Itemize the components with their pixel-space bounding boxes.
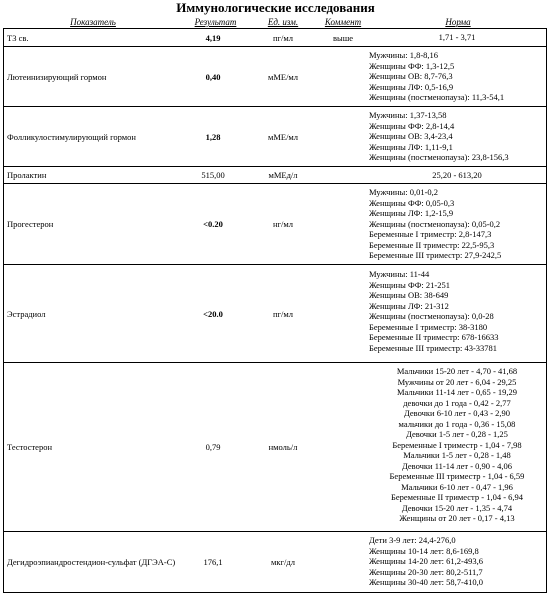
row-result: 176,1 xyxy=(203,557,223,567)
norm-line: Мужчины: 1,8-8,16 xyxy=(369,50,439,60)
row-name: Лютеинизирующий гормон xyxy=(7,71,107,82)
table-row xyxy=(3,29,547,47)
norm-line: Девочки 6-10 лет - 0,43 - 2,90 xyxy=(403,408,511,418)
norm-line: девочки до 1 года - 0,42 - 2,77 xyxy=(403,397,511,408)
norm-line: Беременные III триместр: 27,9-242,5 xyxy=(369,250,502,260)
row-norm xyxy=(369,265,545,362)
row-comment xyxy=(318,167,368,183)
row-comment xyxy=(318,107,368,166)
norm-line: Женщины 10-14 лет: 8,6-169,8 xyxy=(369,545,479,556)
norm-line: 25,20 - 613,20 xyxy=(432,169,482,180)
row-norm xyxy=(369,47,545,106)
norm-line: Женщины ОВ: 8,7-76,3 xyxy=(369,71,453,81)
norm-line: Беременные II триместр: 678-16633 xyxy=(369,332,499,342)
row-comment xyxy=(318,532,368,592)
table-row xyxy=(3,363,547,532)
row-comment xyxy=(318,184,368,264)
row-result: 4,19 xyxy=(205,32,221,43)
table-row xyxy=(3,107,547,167)
table-row xyxy=(3,184,547,265)
table-row xyxy=(3,532,547,593)
norm-line: Мальчики 11-14 лет - 0,65 - 19,29 xyxy=(396,387,518,397)
row-comment xyxy=(318,47,368,106)
row-name: Эстрадиол xyxy=(7,308,46,319)
norm-line: Женщины (постменопауза): 11,3-54,1 xyxy=(369,92,505,102)
norm-line: 1,71 - 3,71 xyxy=(438,32,476,43)
row-name: Прогестерон xyxy=(7,219,54,229)
norm-line: мальчики до 1 года - 0,36 - 15,08 xyxy=(398,418,516,429)
norm-line: Мальчики 6-10 лет - 0,47 - 1,96 xyxy=(401,481,513,492)
row-result: 0,79 xyxy=(205,442,221,452)
row-result: <0.20 xyxy=(203,219,223,229)
row-name: Дегидроэпиандростендион-сульфат (ДГЭА-С) xyxy=(7,556,176,567)
row-unit: нмоль/л xyxy=(268,442,298,452)
row-result: 1,28 xyxy=(205,131,221,142)
row-norm xyxy=(369,363,545,531)
norm-line: Беременные I триместр: 2,8-147,3 xyxy=(369,229,492,239)
norm-line: Мальчики 1-5 лет - 0,28 - 1,48 xyxy=(403,450,511,460)
norm-line: Женщины ЛФ: 1,2-15,9 xyxy=(369,208,454,218)
norm-line: Женщины 30-40 лет: 58,7-410,0 xyxy=(369,577,483,587)
norm-line: Беременные I триместр: 38-3180 xyxy=(369,321,488,332)
norm-line: Беременные I триместр - 1,04 - 7,98 xyxy=(392,439,522,450)
norm-line: Женщины ОВ: 3,4-23,4 xyxy=(369,131,453,141)
row-name: Тестостерон xyxy=(7,442,52,452)
header-name: Показатель xyxy=(70,17,116,27)
norm-line: Беременные II триместр: 22,5-95,3 xyxy=(369,239,495,250)
row-result: 0,40 xyxy=(205,71,221,82)
row-unit: мкг/дл xyxy=(271,557,295,567)
table-row xyxy=(3,265,547,363)
row-norm xyxy=(369,184,545,264)
norm-line: Женщины 14-20 лет: 61,2-493,6 xyxy=(369,556,483,566)
norm-line: Женщины ОВ: 38-649 xyxy=(369,290,449,300)
norm-line: Мужчины: 0,01-0,2 xyxy=(369,187,439,197)
table-row xyxy=(3,47,547,107)
header-result: Результат xyxy=(194,17,237,27)
header-comment: Коммент xyxy=(324,17,362,27)
norm-line: Женщины от 20 лет - 0,17 - 4,13 xyxy=(399,513,515,523)
row-comment: выше xyxy=(332,32,354,43)
norm-line: Девочки 15-20 лет - 1,35 - 4,74 xyxy=(401,502,513,513)
row-unit: мМЕ/мл xyxy=(267,71,299,82)
table-header xyxy=(3,16,547,29)
row-name: Пролактин xyxy=(7,170,47,180)
table-row xyxy=(3,167,547,184)
norm-line: Мужчины: 1,37-13,58 xyxy=(369,110,447,120)
row-result: <20.0 xyxy=(203,308,223,319)
norm-line: Женщины ФФ: 2,8-14,4 xyxy=(369,120,455,131)
row-unit: мМЕ/мл xyxy=(267,131,299,142)
norm-line: Женщины ФФ: 0,05-0,3 xyxy=(369,197,455,208)
row-comment xyxy=(318,363,368,531)
norm-line: Женщины ЛФ: 0,5-16,9 xyxy=(369,81,454,92)
norm-line: Женщины ФФ: 1,3-12,5 xyxy=(369,60,455,71)
norm-line: Беременные III триместр: 43-33781 xyxy=(369,342,498,353)
norm-line: Женщины ЛФ: 1,11-9,1 xyxy=(369,141,453,152)
row-norm xyxy=(369,532,545,592)
norm-line: Женщины (постменопауза): 0,05-0,2 xyxy=(369,218,501,229)
row-norm xyxy=(369,107,545,166)
norm-line: Женщины ФФ: 21-251 xyxy=(369,279,450,290)
norm-line: Беременные III триместр - 1,04 - 6,59 xyxy=(389,471,525,481)
norm-line: Женщины 20-30 лет: 80,2-511,7 xyxy=(369,566,483,577)
page-title: Иммунологические исследования xyxy=(176,0,375,15)
norm-line: Женщины ЛФ: 21-312 xyxy=(369,300,449,311)
row-comment xyxy=(318,265,368,362)
norm-line: Дети 3-9 лет: 24,4-276,0 xyxy=(369,535,456,545)
norm-line: Женщины (постменопауза): 23,8-156,3 xyxy=(369,152,509,162)
row-unit: пг/мл xyxy=(272,308,294,319)
row-unit: мМЕд/л xyxy=(268,170,298,180)
norm-line: Девочки 11-14 лет - 0,90 - 4,06 xyxy=(401,460,513,471)
row-result: 515,00 xyxy=(201,170,225,180)
row-name: Т3 св. xyxy=(7,32,29,43)
row-unit: нг/мл xyxy=(272,219,294,229)
row-name: Фолликулостимулирующий гормон xyxy=(7,131,136,142)
norm-line: Мужчины от 20 лет - 6,04 - 29,25 xyxy=(397,376,517,387)
norm-line: Мужчины: 11-44 xyxy=(369,269,430,279)
norm-line: Беременные II триместр - 1,04 - 6,94 xyxy=(390,492,524,502)
row-norm xyxy=(369,167,545,183)
header-norm: Норма xyxy=(445,17,471,27)
norm-line: Женщины (постменопауза): 0,0-28 xyxy=(369,311,494,321)
norm-line: Мальчики 15-20 лет - 4,70 - 41,68 xyxy=(396,366,518,376)
header-unit: Ед. изм. xyxy=(267,17,299,27)
norm-line: Девочки 1-5 лет - 0,28 - 1,25 xyxy=(406,429,508,439)
row-norm xyxy=(369,29,545,46)
row-unit: пг/мл xyxy=(272,32,294,43)
